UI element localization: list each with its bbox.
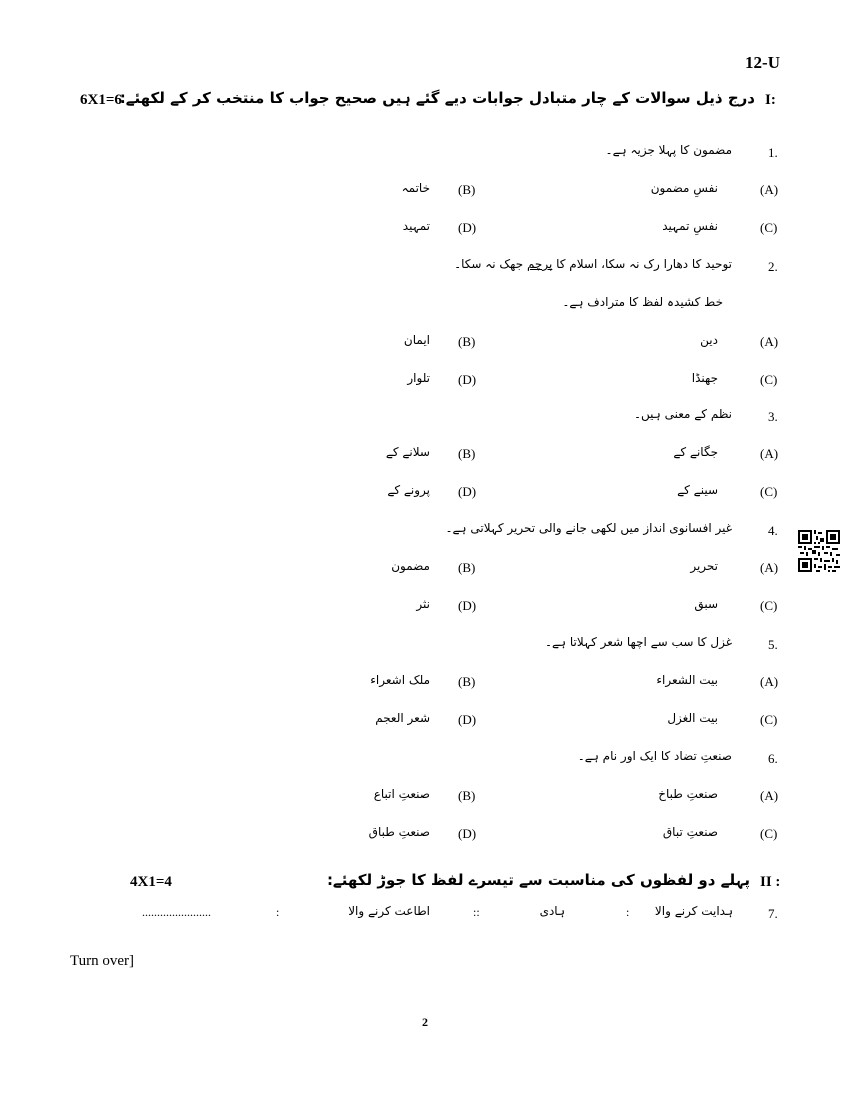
option-letter: (D) <box>458 372 477 387</box>
option-text: جگانے کے <box>673 445 718 459</box>
option-letter: (B) <box>458 560 476 575</box>
page-number: 2 <box>422 1015 428 1029</box>
option-text: سلانے کے <box>385 445 430 459</box>
option-letter: (D) <box>458 712 477 727</box>
question-text <box>454 257 732 271</box>
option-text: مضمون <box>391 559 430 573</box>
option-text: نثر <box>416 597 430 611</box>
option-text: صنعتِ طباخ <box>658 787 718 801</box>
option-letter: (D) <box>458 220 477 235</box>
question-number: 4. <box>768 523 778 538</box>
option-letter: (A) <box>760 788 779 803</box>
q7-colon-1: : <box>626 905 630 919</box>
question-number: 5. <box>768 637 778 652</box>
q7-colon-2: : <box>276 905 280 919</box>
option-text: سینے کے <box>677 483 718 497</box>
option-letter: (A) <box>760 560 779 575</box>
question-text: نظم کے معنی ہیں۔ <box>633 407 732 421</box>
question-number: 3. <box>768 409 778 424</box>
option-letter: (C) <box>760 372 778 387</box>
option-text: نفسِ مضمون <box>650 181 718 195</box>
option-text: خاتمہ <box>401 181 430 195</box>
option-letter: (A) <box>760 674 779 689</box>
q7-answer-blank: ....................... <box>142 905 211 919</box>
option-letter: (B) <box>458 334 476 349</box>
section-2-marks: 4X1=4 <box>130 874 172 890</box>
option-letter: (B) <box>458 182 476 197</box>
q7-word-2: ہادی <box>539 904 565 918</box>
option-letter: (C) <box>760 220 778 235</box>
option-letter: (B) <box>458 788 476 803</box>
option-letter: (A) <box>760 334 779 349</box>
q7-double-colon: :: <box>473 905 480 919</box>
question-text: مضمون کا پہلا جزیہ ہے۔ <box>605 143 732 157</box>
option-text: ایمان <box>403 333 430 347</box>
option-letter: (B) <box>458 674 476 689</box>
option-text: تحریر <box>690 559 718 573</box>
underlined-word: پرچم <box>526 257 553 271</box>
option-letter: (C) <box>760 484 778 499</box>
paper-code: 12-U <box>745 53 780 72</box>
question-number: 6. <box>768 751 778 766</box>
option-text: صنعتِ تباق <box>662 825 718 839</box>
option-text: شعر العجم <box>375 711 430 725</box>
question-text: غیر افسانوی انداز میں لکھی جانے والی تحریر کہلاتی ہے۔ <box>445 521 732 535</box>
option-letter: (C) <box>760 712 778 727</box>
option-text: دین <box>700 333 718 347</box>
question-text: غزل کا سب سے اچھا شعر کہلاتا ہے۔ <box>544 635 732 649</box>
option-text: صنعتِ اتباع <box>373 787 430 801</box>
question-text-part: توحید کا دھارا رک نہ سکا، اسلام کا <box>552 257 732 271</box>
option-text: صنعتِ طباق <box>368 825 430 839</box>
section-1-marks: 6X1=6 <box>80 92 122 108</box>
qr-code <box>798 530 840 572</box>
option-text: نفسِ تمہید <box>662 219 718 233</box>
option-text: تلوار <box>407 371 430 385</box>
option-text: ملک اشعراء <box>370 673 430 687</box>
option-text: جھنڈا <box>691 371 718 385</box>
turn-over-note: Turn over] <box>70 953 135 969</box>
option-letter: (B) <box>458 446 476 461</box>
question-number: 1. <box>768 145 778 160</box>
option-letter: (D) <box>458 598 477 613</box>
question-text-part: جھک نہ سکا۔ <box>454 257 527 271</box>
option-text: سبق <box>694 597 718 611</box>
option-letter: (C) <box>760 826 778 841</box>
option-letter: (A) <box>760 446 779 461</box>
section-2-heading: پہلے دو لفظوں کی مناسبت سے تیسرے لفظ کا جوڑ لکھئے: <box>326 871 750 889</box>
question-text: صنعتِ تضاد کا ایک اور نام ہے۔ <box>577 749 732 763</box>
q7-word-1: ہدایت کرنے والا <box>654 904 733 918</box>
q7-word-3: اطاعت کرنے والا <box>348 904 430 918</box>
section-1-number: I: <box>765 92 776 108</box>
option-letter: (A) <box>760 182 779 197</box>
option-text: بیت الشعراء <box>656 673 718 687</box>
question-number: 2. <box>768 259 778 274</box>
option-letter: (D) <box>458 484 477 499</box>
section-2-number: II : <box>760 874 781 890</box>
option-letter: (D) <box>458 826 477 841</box>
option-text: پرونے کے <box>387 483 430 497</box>
option-text: بیت الغزل <box>667 711 718 725</box>
question-subtext: خط کشیدہ لفظ کا مترادف ہے۔ <box>562 295 723 309</box>
section-1-heading: درج ذیل سوالات کے چار متبادل جوابات دیے گئے ہیں صحیح جواب کا منتخب کر کے لکھئے: <box>119 89 755 107</box>
q7-number: 7. <box>768 906 778 921</box>
option-letter: (C) <box>760 598 778 613</box>
option-text: تمہید <box>402 219 430 233</box>
